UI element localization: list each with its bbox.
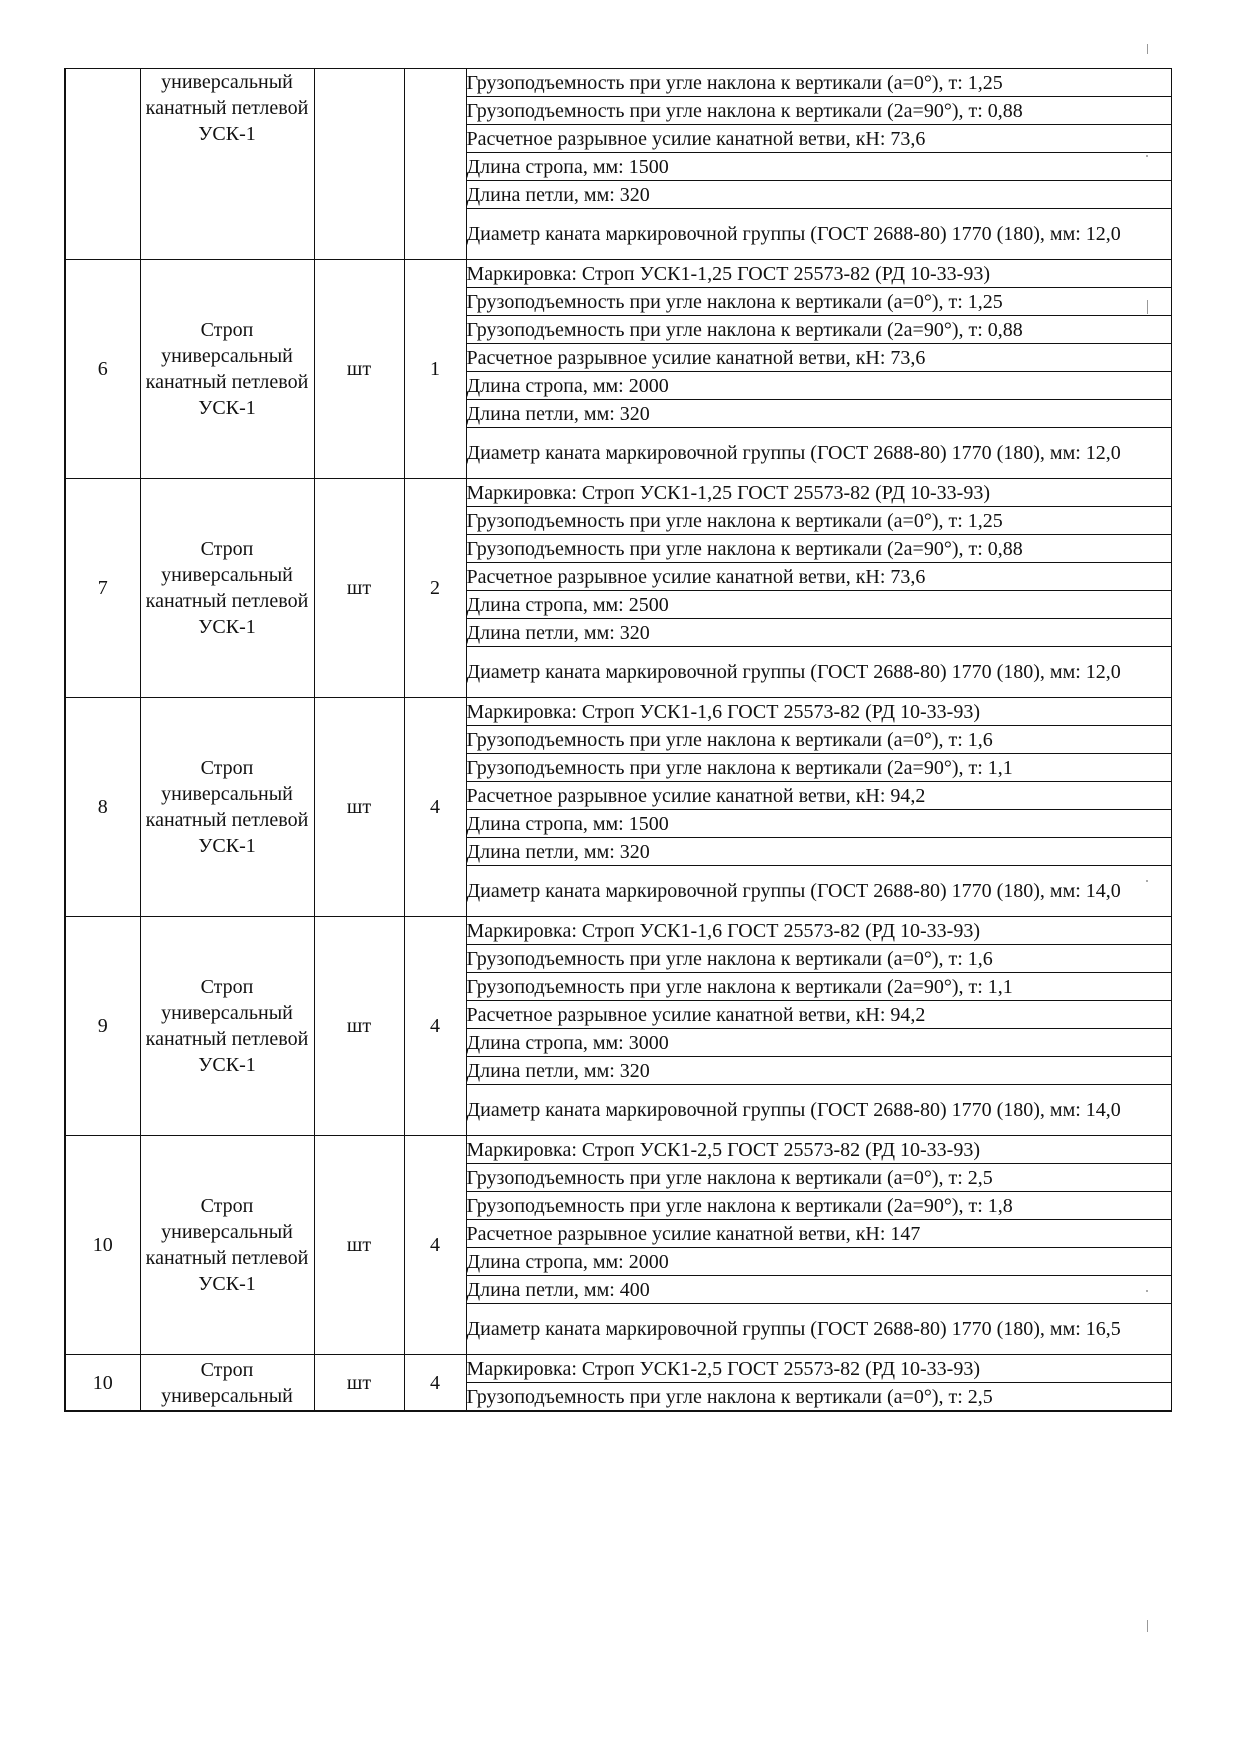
cell-qty: 4 <box>404 917 466 1136</box>
scan-dot <box>1146 1290 1148 1292</box>
cell-unit: шт <box>314 698 404 917</box>
cell-property: Диаметр каната маркировочной группы (ГОСТ 2688-80) 1770 (180), мм: 14,0 <box>466 1085 1171 1136</box>
cell-property: Диаметр каната маркировочной группы (ГОСТ 2688-80) 1770 (180), мм: 12,0 <box>466 647 1171 698</box>
cell-property: Расчетное разрывное усилие канатной ветви, кН: 73,6 <box>466 344 1171 372</box>
cell-property: Маркировка: Строп УСК1-1,6 ГОСТ 25573-82 (РД 10-33-93) <box>466 698 1171 726</box>
cell-property: Длина стропа, мм: 2500 <box>466 591 1171 619</box>
cell-name: Строп универсальный канатный петлевой УСК-1 <box>140 917 314 1136</box>
cell-property: Грузоподъемность при угле наклона к вертикали (a=0°), т: 1,6 <box>466 726 1171 754</box>
cell-unit: шт <box>314 479 404 698</box>
specification-sheet <box>64 68 1170 1412</box>
cell-property: Расчетное разрывное усилие канатной ветви, кН: 94,2 <box>466 782 1171 810</box>
cell-num: 6 <box>65 260 140 479</box>
cell-property: Длина петли, мм: 320 <box>466 181 1171 209</box>
cell-property: Длина стропа, мм: 3000 <box>466 1029 1171 1057</box>
cell-name: Строп универсальный канатный петлевой УСК-1 <box>140 260 314 479</box>
cell-property: Маркировка: Строп УСК1-2,5 ГОСТ 25573-82 (РД 10-33-93) <box>466 1355 1171 1383</box>
cell-property: Грузоподъемность при угле наклона к вертикали (a=0°), т: 2,5 <box>466 1164 1171 1192</box>
cell-name: Строп универсальный <box>140 1355 314 1412</box>
cell-property: Грузоподъемность при угле наклона к вертикали (a=0°), т: 1,25 <box>466 69 1171 97</box>
scan-dot <box>1146 155 1148 157</box>
cell-property: Длина стропа, мм: 1500 <box>466 153 1171 181</box>
scan-mark <box>1147 44 1148 54</box>
cell-unit: шт <box>314 917 404 1136</box>
table-row <box>65 260 1171 288</box>
cell-property: Грузоподъемность при угле наклона к вертикали (2a=90°), т: 0,88 <box>466 97 1171 125</box>
cell-num: 10 <box>65 1136 140 1355</box>
cell-property: Расчетное разрывное усилие канатной ветви, кН: 147 <box>466 1220 1171 1248</box>
table-row <box>65 698 1171 726</box>
cell-property: Расчетное разрывное усилие канатной ветви, кН: 94,2 <box>466 1001 1171 1029</box>
scan-mark <box>1147 300 1148 314</box>
cell-property: Длина петли, мм: 320 <box>466 619 1171 647</box>
cell-unit <box>314 69 404 260</box>
table-row <box>65 1355 1171 1383</box>
cell-property: Грузоподъемность при угле наклона к вертикали (a=0°), т: 1,25 <box>466 288 1171 316</box>
cell-name: Строп универсальный канатный петлевой УСК-1 <box>140 698 314 917</box>
cell-property: Грузоподъемность при угле наклона к вертикали (2a=90°), т: 1,8 <box>466 1192 1171 1220</box>
table-row <box>65 479 1171 507</box>
cell-property: Длина стропа, мм: 2000 <box>466 372 1171 400</box>
cell-property: Грузоподъемность при угле наклона к вертикали (a=0°), т: 2,5 <box>466 1383 1171 1412</box>
cell-property: Расчетное разрывное усилие канатной ветви, кН: 73,6 <box>466 125 1171 153</box>
cell-property: Диаметр каната маркировочной группы (ГОСТ 2688-80) 1770 (180), мм: 12,0 <box>466 209 1171 260</box>
cell-property: Грузоподъемность при угле наклона к вертикали (a=0°), т: 1,6 <box>466 945 1171 973</box>
specification-table <box>64 68 1172 1412</box>
cell-num: 7 <box>65 479 140 698</box>
cell-property: Маркировка: Строп УСК1-1,25 ГОСТ 25573-82 (РД 10-33-93) <box>466 260 1171 288</box>
cell-qty: 4 <box>404 698 466 917</box>
cell-property: Грузоподъемность при угле наклона к вертикали (2a=90°), т: 1,1 <box>466 973 1171 1001</box>
cell-property: Длина петли, мм: 400 <box>466 1276 1171 1304</box>
cell-unit: шт <box>314 260 404 479</box>
cell-num: 10 <box>65 1355 140 1412</box>
scan-dot <box>1146 880 1148 882</box>
cell-num <box>65 69 140 260</box>
cell-unit: шт <box>314 1136 404 1355</box>
cell-qty: 4 <box>404 1355 466 1412</box>
cell-num: 8 <box>65 698 140 917</box>
cell-unit: шт <box>314 1355 404 1412</box>
cell-property: Маркировка: Строп УСК1-1,6 ГОСТ 25573-82 (РД 10-33-93) <box>466 917 1171 945</box>
table-row <box>65 1136 1171 1164</box>
cell-qty <box>404 69 466 260</box>
cell-property: Маркировка: Строп УСК1-1,25 ГОСТ 25573-82 (РД 10-33-93) <box>466 479 1171 507</box>
cell-qty: 2 <box>404 479 466 698</box>
cell-property: Грузоподъемность при угле наклона к вертикали (a=0°), т: 1,25 <box>466 507 1171 535</box>
table-row <box>65 917 1171 945</box>
cell-property: Длина петли, мм: 320 <box>466 1057 1171 1085</box>
cell-property: Расчетное разрывное усилие канатной ветви, кН: 73,6 <box>466 563 1171 591</box>
cell-num: 9 <box>65 917 140 1136</box>
cell-property: Длина петли, мм: 320 <box>466 400 1171 428</box>
cell-qty: 4 <box>404 1136 466 1355</box>
scan-mark <box>1147 1620 1148 1632</box>
cell-property: Маркировка: Строп УСК1-2,5 ГОСТ 25573-82 (РД 10-33-93) <box>466 1136 1171 1164</box>
cell-qty: 1 <box>404 260 466 479</box>
cell-property: Длина петли, мм: 320 <box>466 838 1171 866</box>
cell-property: Диаметр каната маркировочной группы (ГОСТ 2688-80) 1770 (180), мм: 16,5 <box>466 1304 1171 1355</box>
table-row <box>65 69 1171 97</box>
cell-property: Грузоподъемность при угле наклона к вертикали (2a=90°), т: 1,1 <box>466 754 1171 782</box>
cell-name: Строп универсальный канатный петлевой УСК-1 <box>140 479 314 698</box>
cell-name: Строп универсальный канатный петлевой УСК-1 <box>140 1136 314 1355</box>
cell-property: Диаметр каната маркировочной группы (ГОСТ 2688-80) 1770 (180), мм: 14,0 <box>466 866 1171 917</box>
cell-name: универсальный канатный петлевой УСК-1 <box>140 69 314 260</box>
cell-property: Длина стропа, мм: 1500 <box>466 810 1171 838</box>
cell-property: Грузоподъемность при угле наклона к вертикали (2a=90°), т: 0,88 <box>466 535 1171 563</box>
cell-property: Длина стропа, мм: 2000 <box>466 1248 1171 1276</box>
cell-property: Диаметр каната маркировочной группы (ГОСТ 2688-80) 1770 (180), мм: 12,0 <box>466 428 1171 479</box>
cell-property: Грузоподъемность при угле наклона к вертикали (2a=90°), т: 0,88 <box>466 316 1171 344</box>
